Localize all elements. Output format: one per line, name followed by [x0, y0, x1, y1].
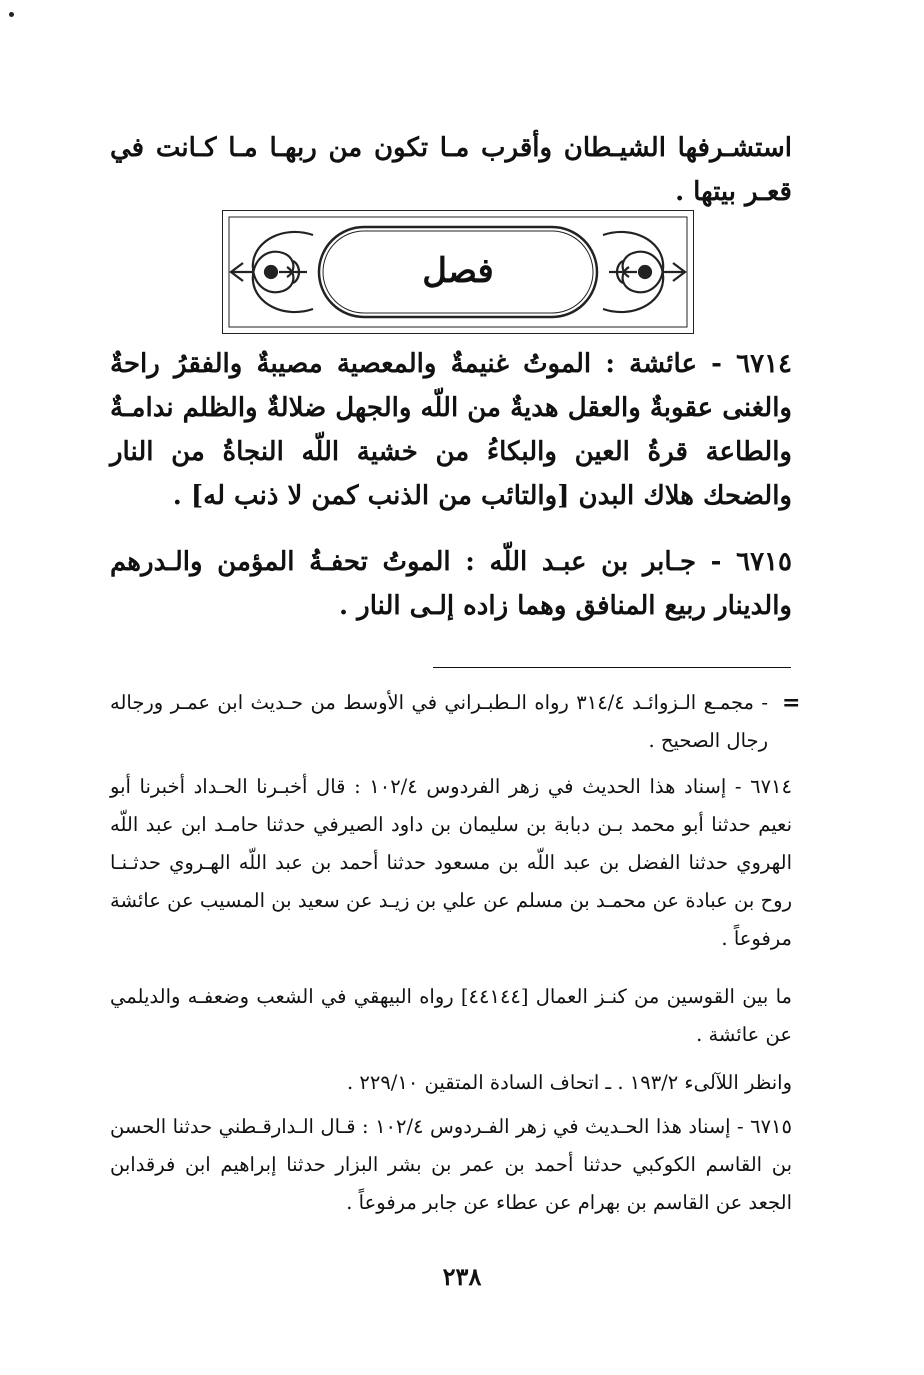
entry-text: الموتُ غنيمةٌ والمعصية مصيبةٌ والفقرُ راحةٌ والغنى عقوبةٌ والعقل هديةٌ من اللّه والجهل ضلالةٌ والظلم ندامـةٌ والطاعة قرةُ العين والبكاءُ من خشية اللّه النجاةُ من النار والضحك هلاك البدن [والتائب من الذنب كمن لا ذنب له] .	[110, 349, 792, 511]
section-heading: فصل	[422, 251, 494, 291]
entry-6715	[110, 540, 792, 628]
entry-text: الموتُ تحفـةُ المؤمن والـدرهم والدينار ربيع المنافق وهما زاده إلـى النار .	[110, 547, 792, 621]
footnote-3: ما بين القوسين من كنـز العمال [٤٤١٤٤] رواه البيهقي في الشعب وضعفـه والديلمي عن عائشة .	[110, 985, 792, 1046]
entry-number: ٦٧١٥ - جـابر بن عبـد اللّه :	[465, 547, 792, 577]
entry-number: ٦٧١٤ - عائشة :	[605, 349, 792, 379]
footnote-divider	[433, 667, 791, 668]
top-text: استشـرفها الشيـطان وأقرب مـا تكون من ربهـا مـا كـانت في قعـر بيتها .	[110, 133, 792, 207]
entry-6714	[110, 342, 792, 518]
page-mark	[9, 12, 14, 17]
footnote-1: - مجمـع الـزوائـد ٣١٤/٤ رواه الـطبـراني في الأوسط من حـديث ابن عمـر ورجاله رجال الصحيح .	[110, 691, 769, 752]
footnote-4: وانظر اللآلىء ١٩٣/٢ . ـ اتحاف السادة المتقين ٢٢٩/١٠ .	[346, 1071, 792, 1094]
section-heading-frame	[222, 210, 694, 334]
top-paragraph	[110, 126, 792, 214]
footnote-5: ٦٧١٥ - إسناد هذا الحـديث في زهر الفـردوس ١٠٢/٤ : قـال الـدارقـطني حدثنا الحسن بن القاسم الكوكبي حدثنا أحمد بن عمر بن بشر البزار حدثنا إبراهيم ابن فرقدابن الجعد عن القاسم بن بهرام عن عطاء عن جابر مرفوعاً .	[110, 1115, 793, 1214]
footnote-2: ٦٧١٤ - إسناد هذا الحديث في زهر الفردوس ١٠٢/٤ : قال أخبـرنا الحـداد أخبرنا أبو نعيم حدثنا أبو محمد بـن دبابة بن سليمان بن داود الصيرفي حدثنا حامـد ابن عبد اللّه الهروي حدثنا الفضل بن عبد اللّه بن مسعود حدثنا أحمد بن عبد اللّه الهـروي حدثـنـا روح بن عبادة عن محمـد بن مسلم عن علي بن زيـد عن سعيد بن المسيب عن عائشة مرفوعاً .	[110, 775, 792, 950]
footnote-continuation-mark: =	[782, 690, 801, 716]
page-number: ٢٣٨	[442, 1262, 482, 1291]
